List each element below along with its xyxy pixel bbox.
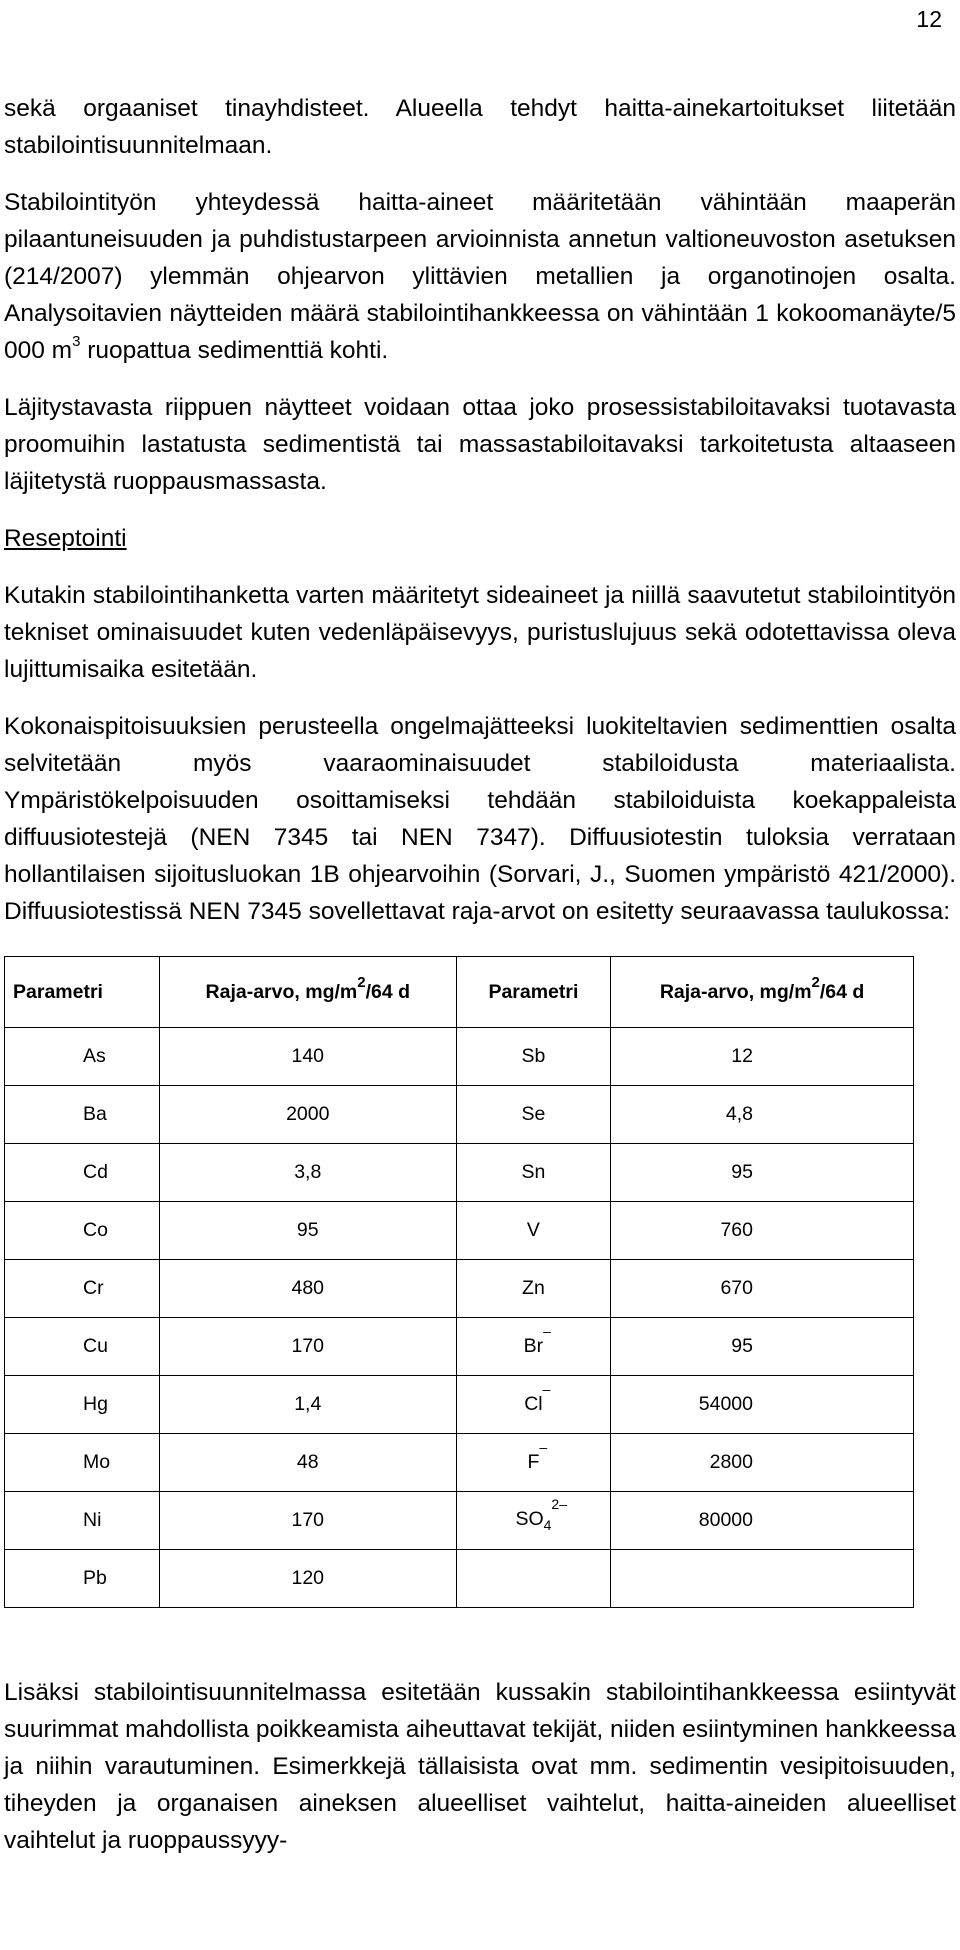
cell-limit-2: 54000 <box>611 1376 914 1434</box>
parameter-2-subscript: 4 <box>543 1516 552 1533</box>
cell-parameter-1: Cu <box>5 1318 160 1376</box>
header-limit-2-text: Raja-arvo, mg/m <box>659 980 812 1003</box>
table-body <box>5 1028 914 1608</box>
cell-parameter-2 <box>456 1028 610 1086</box>
header-parameter-1: Parametri <box>5 957 160 1028</box>
table-row <box>5 1434 914 1492</box>
cell-parameter-1: Co <box>5 1202 160 1260</box>
cell-parameter-2 <box>456 1318 610 1376</box>
cell-parameter-1: As <box>5 1028 160 1086</box>
cell-limit-2: 12 <box>611 1028 914 1086</box>
paragraph-2 <box>4 184 956 369</box>
parameter-2-symbol-text: Cl <box>524 1393 543 1415</box>
cell-limit-1: 170 <box>159 1492 456 1550</box>
page-number: 12 <box>916 6 942 32</box>
table-row <box>5 1550 914 1608</box>
cell-limit-2: 760 <box>611 1202 914 1260</box>
cell-parameter-1: Cd <box>5 1144 160 1202</box>
cell-parameter-2 <box>456 1492 610 1550</box>
cell-limit-1: 120 <box>159 1550 456 1608</box>
parameter-2-symbol <box>522 1045 546 1068</box>
document-body <box>4 90 956 1859</box>
header-parameter-2: Parametri <box>456 957 610 1028</box>
table-row <box>5 1376 914 1434</box>
parameter-2-symbol-text: SO <box>515 1508 544 1531</box>
cell-limit-2 <box>611 1550 914 1608</box>
cell-limit-2: 80000 <box>611 1492 914 1550</box>
cell-parameter-2 <box>456 1144 610 1202</box>
header-limit-1-sup: 2 <box>357 974 366 991</box>
cell-limit-1: 140 <box>159 1028 456 1086</box>
cell-parameter-2 <box>456 1550 610 1608</box>
parameter-2-symbol-text: Sb <box>521 1045 546 1067</box>
limit-values-table-wrapper <box>4 956 956 1608</box>
cell-limit-2: 95 <box>611 1144 914 1202</box>
parameter-2-symbol <box>515 1496 567 1533</box>
paragraph-2-superscript: 3 <box>72 332 81 350</box>
cell-parameter-2 <box>456 1086 610 1144</box>
parameter-2-symbol <box>523 1323 551 1358</box>
table-row <box>5 1318 914 1376</box>
header-limit-1-suffix: /64 d <box>365 980 411 1003</box>
parameter-2-symbol-text: Br <box>523 1335 544 1357</box>
header-limit-1 <box>159 957 456 1028</box>
cell-limit-2: 670 <box>611 1260 914 1318</box>
cell-parameter-1: Ni <box>5 1492 160 1550</box>
paragraph-2-text: Stabilointityön yhteydessä haitta-aineet määritetään vähintään maaperän pilaantuneisuuden ja puhdistustarpeen arvioinnista annetun valtioneuvoston asetuksen (214/2007) ylemmän ohjearvon ylittävien metallien ja organotinojen osalta. Analysoitavien näytteiden määrä stabilointihankkeessa on vähintään 1 kokoomanäyte/5 000 m <box>4 189 956 364</box>
cell-parameter-2 <box>456 1202 610 1260</box>
table-header-row <box>5 957 914 1028</box>
limit-values-table <box>4 956 914 1608</box>
parameter-2-charge: – <box>539 1439 548 1455</box>
table-row <box>5 1028 914 1086</box>
parameter-2-symbol-text: Se <box>521 1103 546 1125</box>
table-row <box>5 1202 914 1260</box>
cell-limit-1: 2000 <box>159 1086 456 1144</box>
cell-limit-1: 48 <box>159 1434 456 1492</box>
cell-parameter-2 <box>456 1376 610 1434</box>
cell-limit-1: 3,8 <box>159 1144 456 1202</box>
cell-parameter-1: Hg <box>5 1376 160 1434</box>
cell-parameter-1: Ba <box>5 1086 160 1144</box>
cell-limit-1: 170 <box>159 1318 456 1376</box>
parameter-2-symbol-text: F <box>527 1451 540 1473</box>
parameter-2-symbol <box>522 1103 546 1126</box>
paragraph-5: Kokonaispitoisuuksien perusteella ongelmajätteeksi luokiteltavien sedimenttien osalta selvitetään myös vaaraominaisuudet stabiloidusta materiaalista. Ympäristökelpoisuuden osoittamiseksi tehdään stabiloiduista koekappaleista diffuusiotestejä (NEN 7345 tai NEN 7347). Diffuusiotestin tuloksia verrataan hollantilaisen sijoitusluokan 1B ohjearvoihin (Sorvari, J., Suomen ympäristö 421/2000). Diffuusiotestissä NEN 7345 sovellettavat raja-arvot on esitetty seuraavassa taulukossa: <box>4 713 956 925</box>
header-limit-1-text: Raja-arvo, mg/m <box>205 980 358 1003</box>
cell-parameter-1: Cr <box>5 1260 160 1318</box>
cell-parameter-2 <box>456 1434 610 1492</box>
parameter-2-symbol-text: Zn <box>522 1277 545 1299</box>
parameter-2-charge: – <box>542 1381 551 1397</box>
parameter-2-symbol-text: Sn <box>521 1161 546 1183</box>
table-row <box>5 1144 914 1202</box>
paragraph-1: sekä orgaaniset tinayhdisteet. Alueella tehdyt haitta-ainekartoitukset liitetään stabilointisuunnitelmaan. <box>4 95 956 159</box>
parameter-2-symbol-text: V <box>526 1219 540 1241</box>
parameter-2-symbol <box>522 1161 546 1184</box>
header-limit-2-sup: 2 <box>811 974 820 991</box>
parameter-2-symbol <box>524 1381 551 1416</box>
parameter-2-symbol <box>527 1439 548 1474</box>
paragraph-6: Lisäksi stabilointisuunnitelmassa esitetään kussakin stabilointihankkeessa esiintyvät suurimmat mahdollista poikkeamista aiheuttavat tekijät, niiden esiintyminen hankkeessa ja niihin varautuminen. Esimerkkejä tällaisista ovat mm. sedimentin vesipitoisuuden, tiheyden ja organaisen aineksen alueelliset vaihtelut, haitta-aineiden alueelliset vaihtelut ja ruoppaussyyy- <box>4 1679 956 1854</box>
cell-limit-1: 95 <box>159 1202 456 1260</box>
paragraph-2-text-end: ruopattua sedimenttiä kohti. <box>80 337 389 364</box>
parameter-2-charge: – <box>543 1323 551 1339</box>
cell-parameter-1: Mo <box>5 1434 160 1492</box>
table-row <box>5 1492 914 1550</box>
cell-limit-2: 2800 <box>611 1434 914 1492</box>
header-limit-2 <box>611 957 914 1028</box>
paragraph-3: Läjitystavasta riippuen näytteet voidaan ottaa joko prosessistabiloitavaksi tuotavasta proomuihin lastatusta sedimentistä tai massastabiloitavaksi tarkoitetusta altaaseen läjitetystä ruoppausmassasta. <box>4 394 956 495</box>
parameter-2-symbol <box>522 1277 545 1300</box>
section-heading: Reseptointi <box>4 525 127 552</box>
cell-limit-1: 480 <box>159 1260 456 1318</box>
table-row <box>5 1086 914 1144</box>
cell-limit-2: 4,8 <box>611 1086 914 1144</box>
paragraph-4: Kutakin stabilointihanketta varten määritetyt sideaineet ja niillä saavutetut stabilointityön tekniset ominaisuudet kuten vedenläpäisevyys, puristuslujuus sekä odotettavissa oleva lujittumisaika esitetään. <box>4 582 956 683</box>
cell-parameter-2 <box>456 1260 610 1318</box>
table-row <box>5 1260 914 1318</box>
parameter-2-charge: 2– <box>551 1496 567 1513</box>
closing-section <box>4 1674 956 1859</box>
cell-limit-2: 95 <box>611 1318 914 1376</box>
cell-limit-1: 1,4 <box>159 1376 456 1434</box>
parameter-2-symbol <box>527 1219 540 1242</box>
header-limit-2-suffix: /64 d <box>819 980 865 1003</box>
cell-parameter-1: Pb <box>5 1550 160 1608</box>
